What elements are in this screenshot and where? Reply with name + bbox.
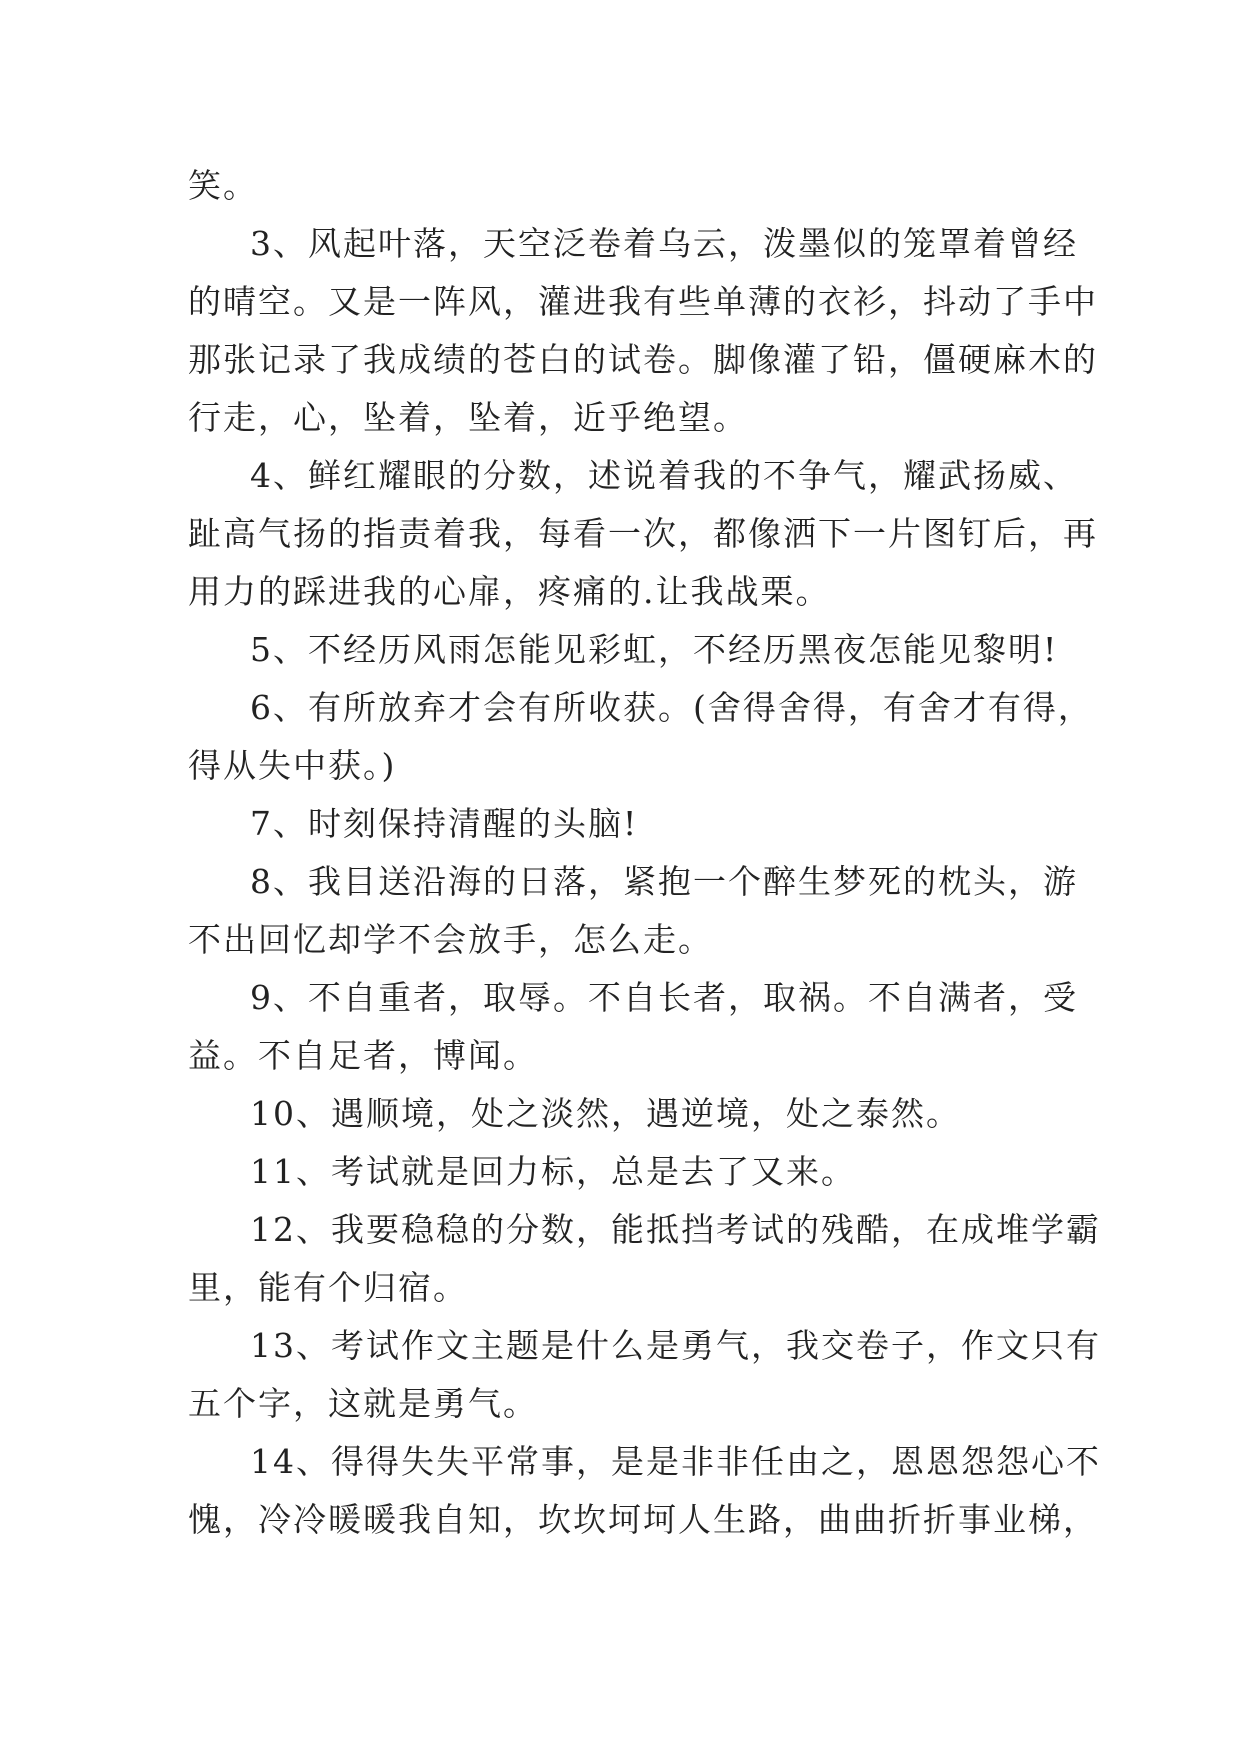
text-line: 10、遇顺境，处之淡然，遇逆境，处之泰然。 xyxy=(250,1094,961,1133)
text-line: 那张记录了我成绩的苍白的试卷。脚像灌了铅，僵硬麻木的 xyxy=(188,340,1098,379)
text-line: 11、考试就是回力标，总是去了又来。 xyxy=(250,1152,856,1191)
text-line: 7、时刻保持清醒的头脑! xyxy=(250,804,639,843)
text-line: 13、考试作文主题是什么是勇气，我交卷子，作文只有 xyxy=(250,1326,1101,1365)
text-line: 9、不自重者，取辱。不自长者，取祸。不自满者，受 xyxy=(250,978,1078,1017)
text-line: 行走，心，坠着，坠着，近乎绝望。 xyxy=(188,398,748,437)
text-line: 14、得得失失平常事，是是非非任由之，恩恩怨怨心不 xyxy=(250,1442,1101,1481)
text-line: 愧，冷冷暖暖我自知，坎坎坷坷人生路，曲曲折折事业梯， xyxy=(188,1500,1098,1539)
text-line: 不出回忆却学不会放手，怎么走。 xyxy=(188,920,713,959)
text-line: 5、不经历风雨怎能见彩虹，不经历黑夜怎能见黎明! xyxy=(250,630,1059,669)
text-line: 3、风起叶落，天空泛卷着乌云，泼墨似的笼罩着曾经 xyxy=(250,224,1078,263)
text-line: 12、我要稳稳的分数，能抵挡考试的残酷，在成堆学霸 xyxy=(250,1210,1101,1249)
text-line: 4、鲜红耀眼的分数，述说着我的不争气，耀武扬威、 xyxy=(250,456,1078,495)
text-line: 五个字，这就是勇气。 xyxy=(188,1384,538,1423)
text-line: 趾高气扬的指责着我，每看一次，都像洒下一片图钉后，再 xyxy=(188,514,1098,553)
text-line: 的晴空。又是一阵风，灌进我有些单薄的衣衫，抖动了手中 xyxy=(188,282,1098,321)
text-line: 得从失中获。) xyxy=(188,746,397,785)
text-line: 8、我目送沿海的日落，紧抱一个醉生梦死的枕头，游 xyxy=(250,862,1078,901)
text-line: 用力的踩进我的心扉，疼痛的.让我战栗。 xyxy=(188,572,831,611)
text-line: 益。不自足者，博闻。 xyxy=(188,1036,538,1075)
text-line: 里，能有个归宿。 xyxy=(188,1268,468,1307)
text-line: 笑。 xyxy=(188,166,258,205)
text-line: 6、有所放弃才会有所收获。(舍得舍得，有舍才有得， xyxy=(250,688,1093,727)
